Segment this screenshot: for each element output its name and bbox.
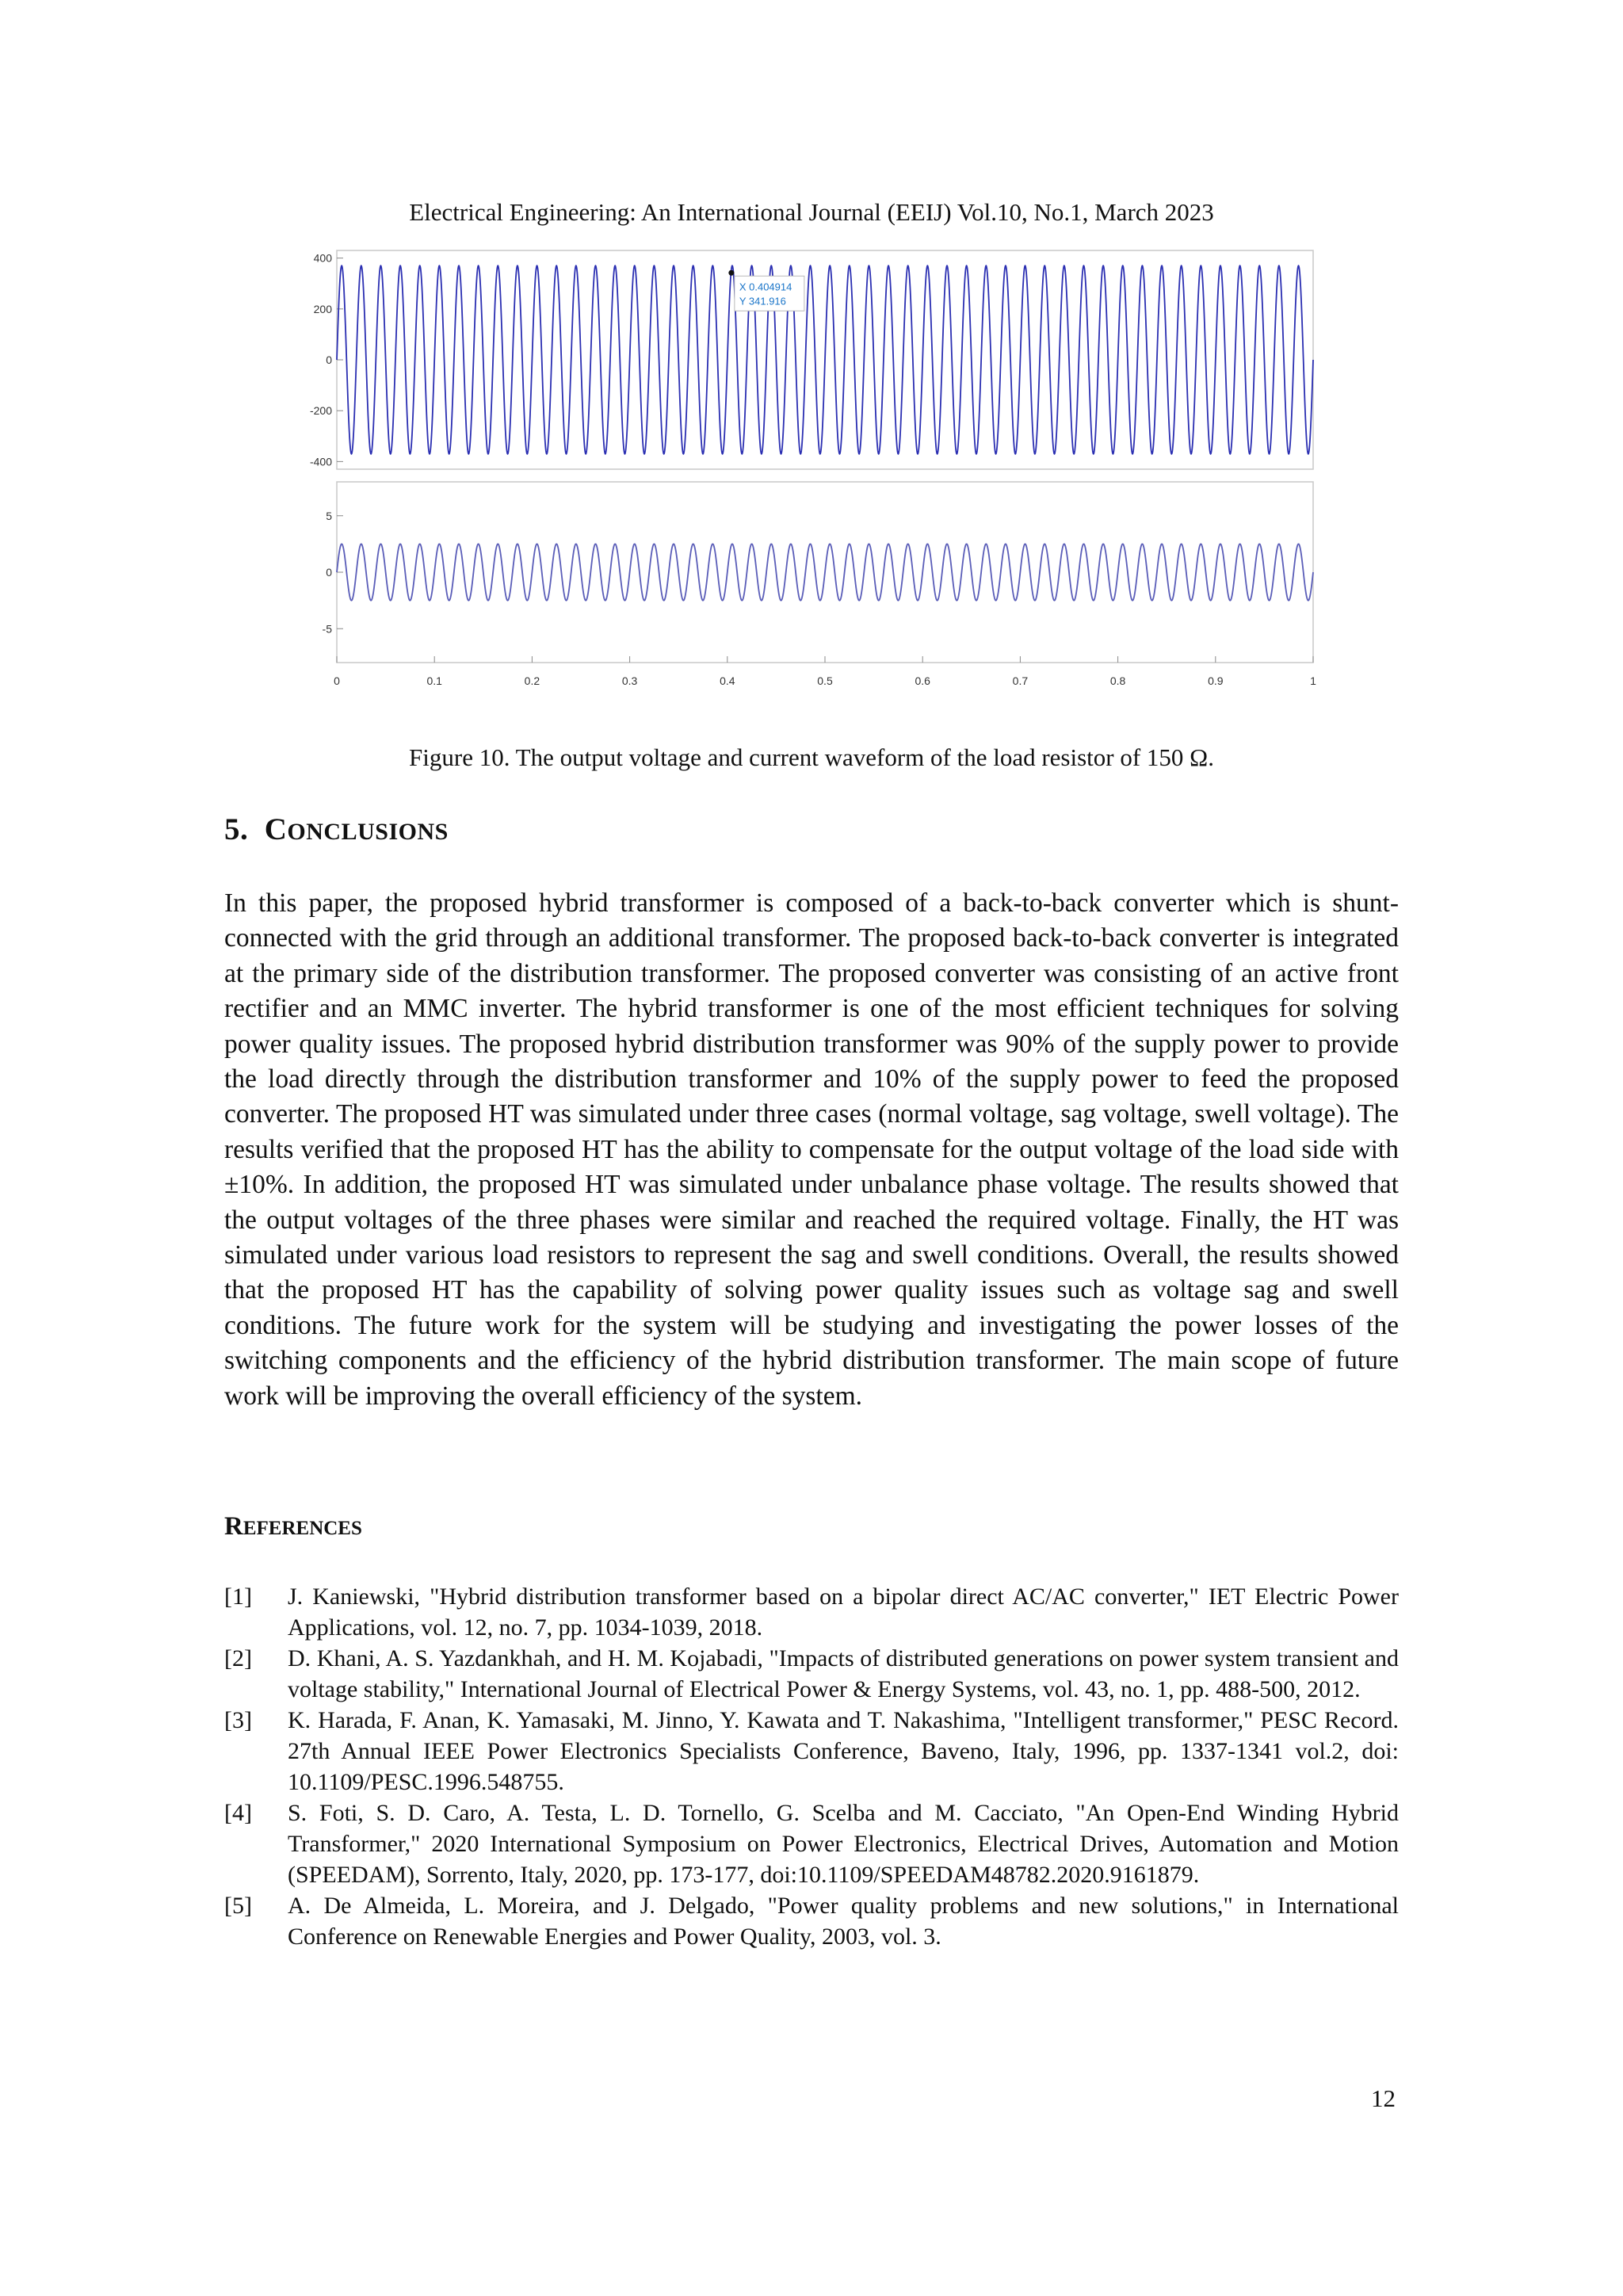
figure-10-waveforms [309,250,1343,694]
datatip-y-label: Y 341.916 [739,295,786,308]
panel2-x-tick-label: 0 [334,674,340,687]
panel1-y-tick-label: 200 [313,302,332,315]
reference-number: [3] [224,1707,252,1733]
reference-number: [5] [224,1893,252,1919]
panel2-x-tick-label: 0.2 [524,674,540,687]
references-heading-initial: R [224,1512,243,1541]
reference-number: [1] [224,1584,252,1610]
section-title-initial: C [264,812,288,846]
panel2-x-tick-label: 0.1 [426,674,442,687]
reference-list [224,1581,1399,1952]
panel2-x-tick-label: 0.6 [915,674,930,687]
panel2-y-tick-label: -5 [322,622,332,636]
reference-item [224,1643,1399,1705]
reference-text: A. De Almeida, L. Moreira, and J. Delgado, "Power quality problems and new solutions," in International Conference on Renewable Energies and Power Quality, 2003, vol. 3. [288,1893,1399,1950]
reference-text: S. Foti, S. D. Caro, A. Testa, L. D. Tornello, G. Scelba and M. Cacciato, "An Open-End Winding Hybrid Transformer," 2020 International Symposium on Power Electronics, Electrical Drives, Automation and Motion (SPEEDAM), Sorrento, Italy, 2020, pp. 173-177, doi:10.1109/SPEEDAM48782.2020.9161879. [288,1800,1399,1888]
section-number: 5. [224,812,249,846]
reference-text: K. Harada, F. Anan, K. Yamasaki, M. Jinno, Y. Kawata and T. Nakashima, "Intelligent transformer," PESC Record. 27th Annual IEEE Power Electronics Specialists Conference, Baveno, Italy, 1996, pp. 1337-1341 vol.2, doi: 10.1109/PESC.1996.548755. [288,1707,1399,1795]
panel2-x-tick-label: 0.5 [817,674,833,687]
section-title-rest: ONCLUSIONS [287,819,449,845]
reference-item [224,1581,1399,1643]
figure-caption: Figure 10. The output voltage and current waveform of the load resistor of 150 Ω. [409,743,1214,771]
panel1-y-tick-label: 0 [326,353,332,366]
datatip-marker [728,270,734,276]
running-header: Electrical Engineering: An International Journal (EEIJ) Vol.10, No.1, March 2023 [409,198,1214,226]
section-heading-conclusions [224,812,449,847]
references-heading-rest: EFERENCES [242,1518,362,1539]
reference-item [224,1705,1399,1797]
reference-number: [2] [224,1645,252,1671]
reference-text: J. Kaniewski, "Hybrid distribution transformer based on a bipolar direct AC/AC converter," IET Electric Power Applications, vol. 12, no. 7, pp. 1034-1039, 2018. [288,1584,1399,1641]
reference-item [224,1890,1399,1952]
panel2-x-tick-label: 0.9 [1208,674,1224,687]
panel2-x-tick-label: 1 [1310,674,1316,687]
panel2-x-tick-label: 0.8 [1109,674,1126,687]
page-number: 12 [1371,2084,1396,2112]
panel2-x-tick-label: 0.3 [621,674,638,687]
panel2-y-tick-label: 5 [326,509,332,522]
reference-text: D. Khani, A. S. Yazdankhah, and H. M. Kojabadi, "Impacts of distributed generations on power system transient and voltage stability," International Journal of Electrical Power & Energy Systems, vol. 43, no. 1, pp. 488-500, 2012. [288,1645,1399,1702]
panel1-y-tick-label: 400 [313,251,332,265]
panel1-y-tick-label: -200 [309,404,332,418]
panel1-y-tick-label: -400 [309,455,332,468]
reference-number: [4] [224,1800,252,1826]
reference-item [224,1797,1399,1890]
panel2-x-tick-label: 0.7 [1012,674,1029,687]
panel2-x-tick-label: 0.4 [720,674,735,687]
panel2-y-tick-label: 0 [326,566,332,579]
conclusions-paragraph: In this paper, the proposed hybrid transformer is composed of a back-to-back converter which is shunt-connected with the grid through an additional transformer. The proposed back-to-back converter is integrated at the primary side of the distribution transformer. The proposed converter was consisting of an active front rectifier and an MMC inverter. The hybrid transformer is one of the most efficient techniques for solving power quality issues. The proposed hybrid distribution transformer was 90% of the supply power to provide the load directly through the distribution transformer and 10% of the supply power to feed the proposed converter. The proposed HT was simulated under three cases (normal voltage, sag voltage, swell voltage). The results verified that the proposed HT has the ability to compensate for the output voltage of the load side with ±10%. In addition, the proposed HT was simulated under unbalance phase voltage. The results showed that the output voltages of the three phases were similar and reached the required voltage. Finally, the HT was simulated under various load resistors to represent the sag and swell conditions. Overall, the results showed that the proposed HT has the capability of solving power quality issues such as voltage sag and swell conditions. The future work for the system will be studying and investigating the power losses of the switching components and the efficiency of the hybrid distribution transformer. The main scope of future work will be improving the overall efficiency of the system. [224,888,1399,1411]
datatip-x-label: X 0.404914 [739,281,792,293]
references-heading [224,1512,362,1541]
